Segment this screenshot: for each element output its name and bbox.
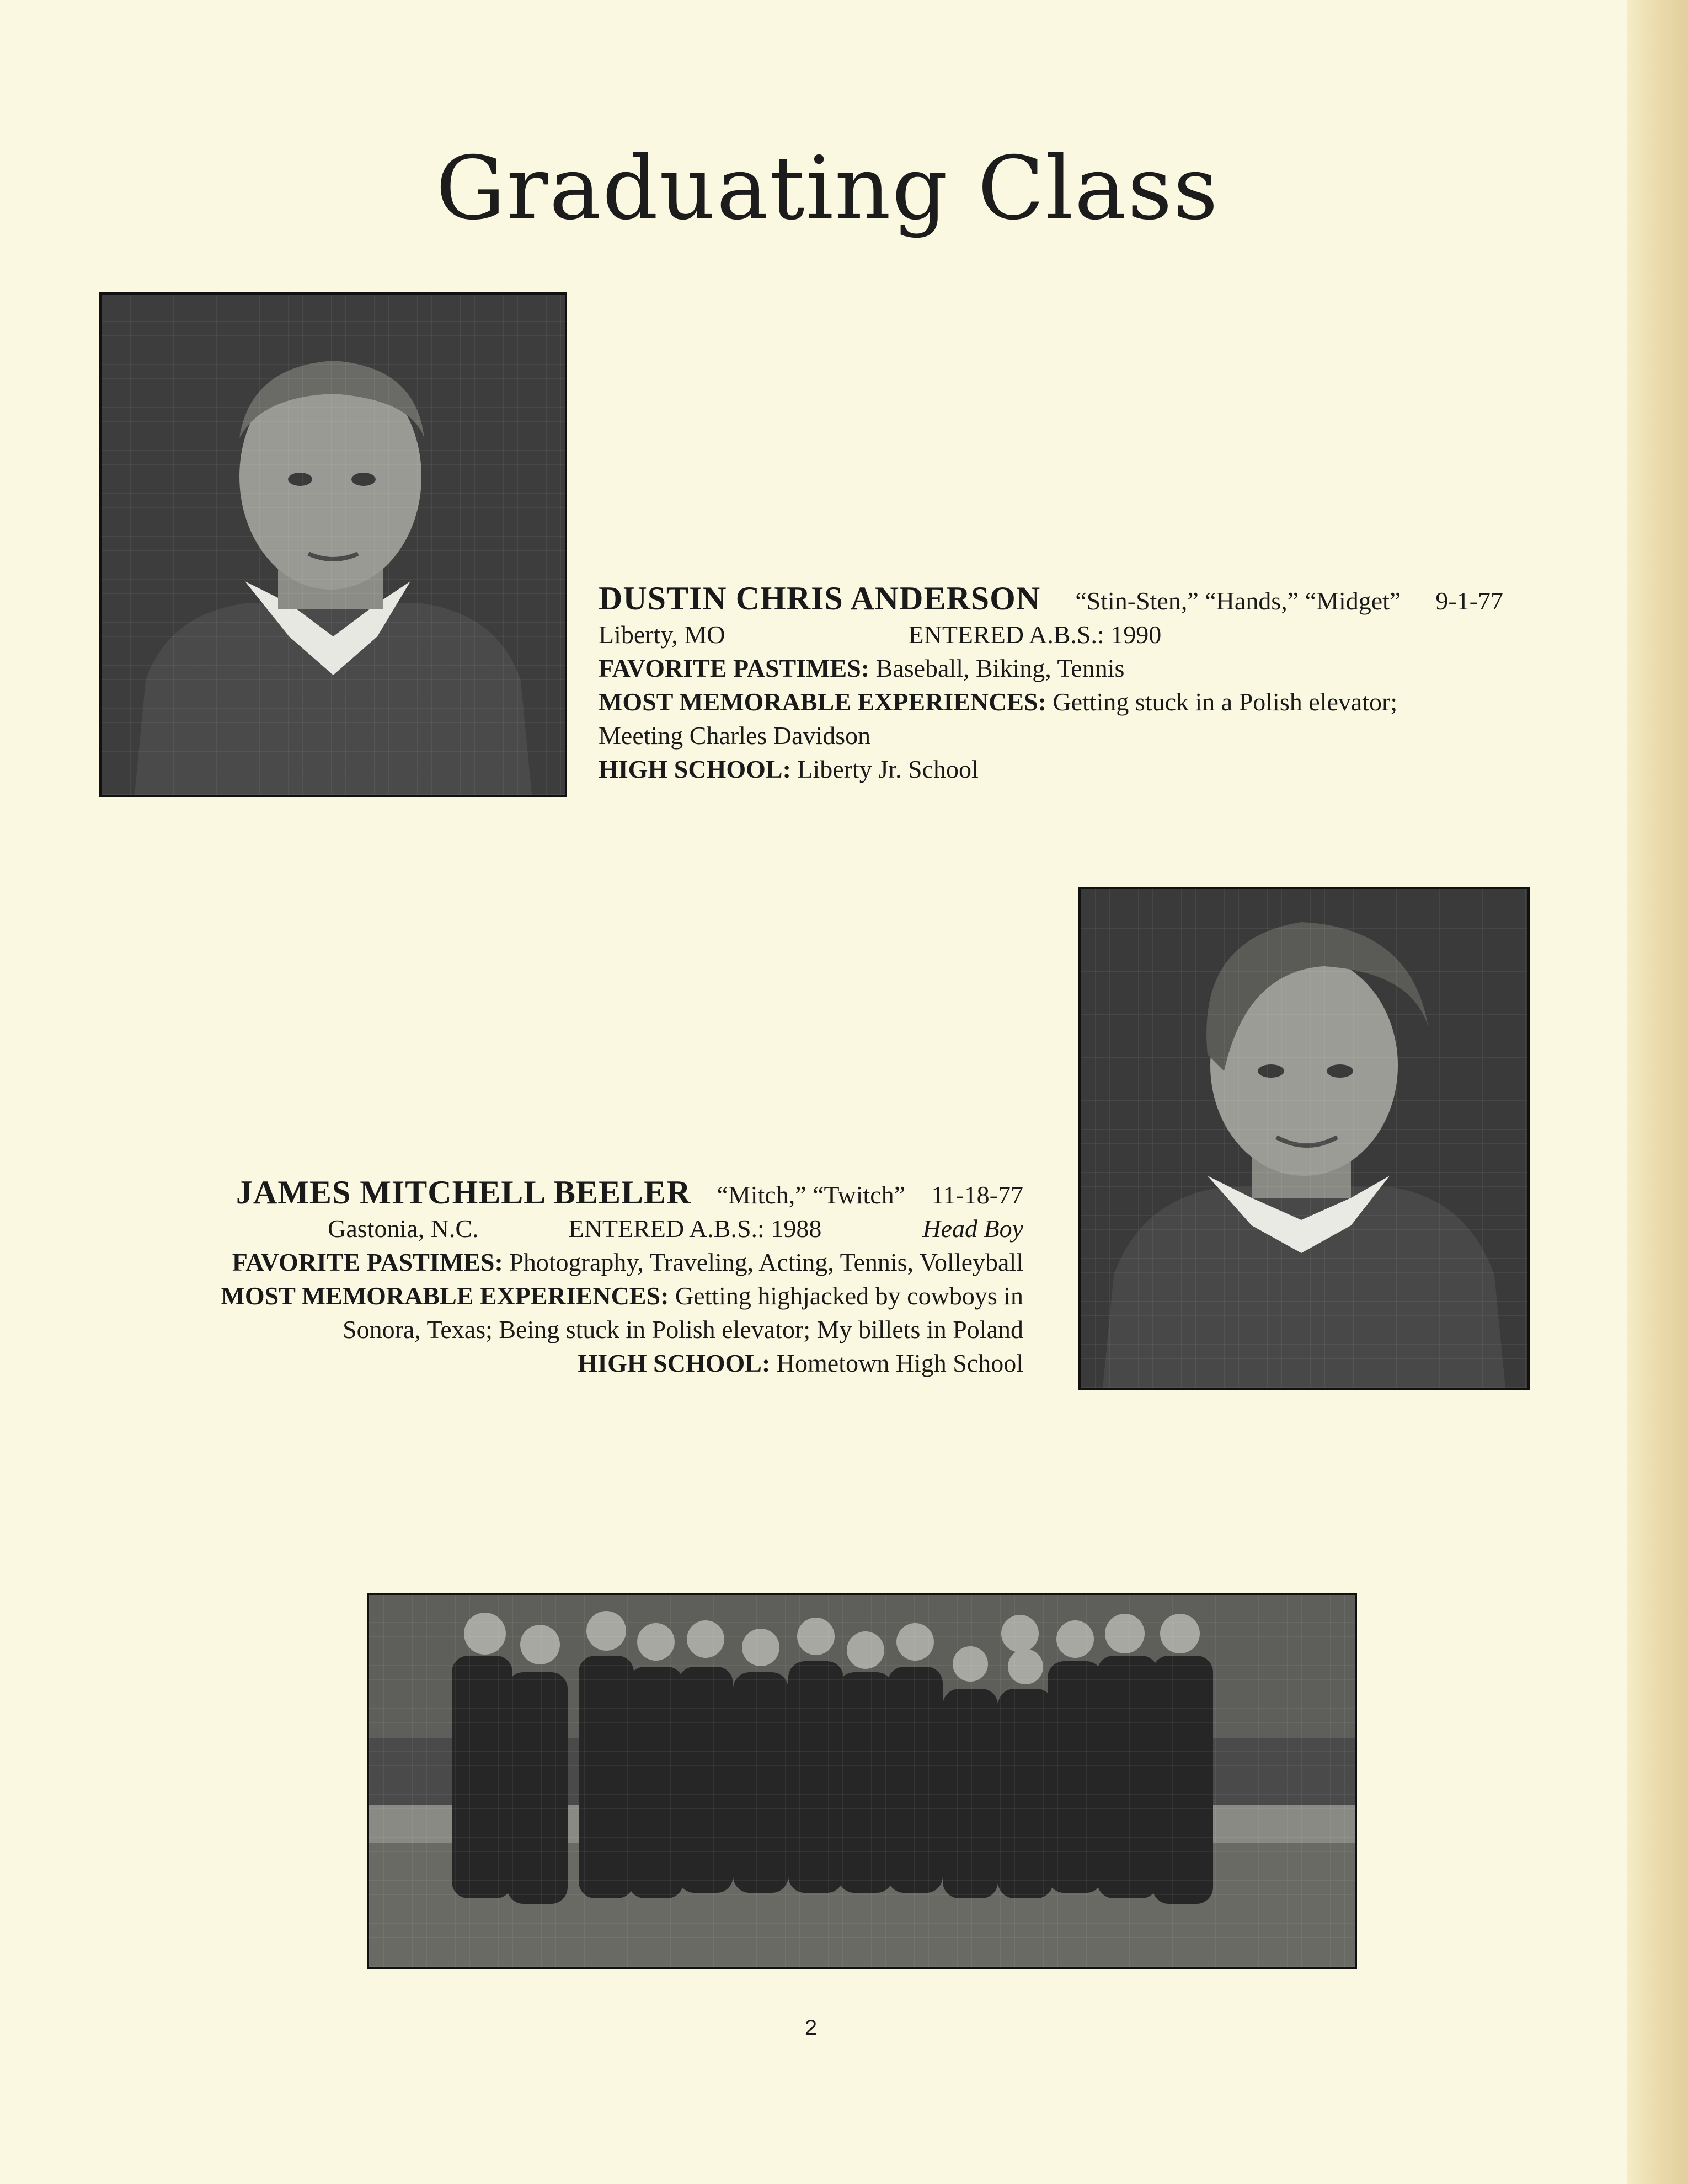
page-edge xyxy=(1627,0,1688,2184)
highschool-value: Hometown High School xyxy=(776,1349,1023,1377)
entered-label: ENTERED A.B.S.: xyxy=(908,620,1104,649)
name-line xyxy=(83,1176,1023,1212)
pastimes-label: FAVORITE PASTIMES: xyxy=(599,654,870,682)
experiences-label: MOST MEMORABLE EXPERIENCES: xyxy=(221,1282,669,1310)
student-bio-beeler xyxy=(83,1176,1023,1380)
experiences-value-1: Getting highjacked by cowboys in xyxy=(675,1282,1023,1310)
experiences-value-2: Meeting Charles Davidson xyxy=(599,721,871,750)
entered-year: 1988 xyxy=(771,1214,822,1243)
group-photo xyxy=(367,1593,1357,1969)
experiences-line-2 xyxy=(599,719,1503,752)
pastimes-line xyxy=(599,651,1503,685)
hometown-line xyxy=(83,1212,1023,1245)
highschool-line xyxy=(83,1346,1023,1380)
experiences-line xyxy=(83,1279,1023,1313)
pastimes-line xyxy=(83,1245,1023,1279)
student-birthdate: 9-1-77 xyxy=(1435,587,1503,615)
experiences-line xyxy=(599,685,1503,719)
pastimes-label: FAVORITE PASTIMES: xyxy=(232,1248,503,1276)
pastimes-value: Baseball, Biking, Tennis xyxy=(875,654,1125,682)
student-nicknames: “Mitch,” “Twitch” xyxy=(717,1181,906,1209)
student-name: DUSTIN CHRIS ANDERSON xyxy=(599,580,1041,617)
student-name: JAMES MITCHELL BEELER xyxy=(236,1174,691,1211)
experiences-value-2: Sonora, Texas; Being stuck in Polish elevator; My billets in Poland xyxy=(342,1315,1023,1343)
entered-label: ENTERED A.B.S.: xyxy=(568,1214,765,1243)
page-title: Graduating Class xyxy=(436,138,1219,239)
experiences-value-1: Getting stuck in a Polish elevator; xyxy=(1053,688,1398,716)
highschool-line xyxy=(599,752,1503,786)
highschool-value: Liberty Jr. School xyxy=(797,755,979,783)
highschool-label: HIGH SCHOOL: xyxy=(599,755,791,783)
portrait-photo-anderson xyxy=(99,292,567,797)
student-birthdate: 11-18-77 xyxy=(931,1181,1023,1209)
highschool-label: HIGH SCHOOL: xyxy=(578,1349,771,1377)
student-hometown: Gastonia, N.C. xyxy=(328,1214,479,1243)
pastimes-value: Photography, Traveling, Acting, Tennis, Volleyball xyxy=(509,1248,1023,1276)
page-number: 2 xyxy=(804,2016,818,2040)
portrait-photo-beeler xyxy=(1078,887,1530,1390)
student-nicknames: “Stin-Sten,” “Hands,” “Midget” xyxy=(1075,587,1401,615)
honor-title: Head Boy xyxy=(922,1214,1023,1243)
student-hometown: Liberty, MO xyxy=(599,620,725,649)
student-bio-anderson xyxy=(599,582,1503,786)
experiences-line-2 xyxy=(83,1313,1023,1346)
experiences-label: MOST MEMORABLE EXPERIENCES: xyxy=(599,688,1046,716)
name-line xyxy=(599,582,1503,618)
entered-year: 1990 xyxy=(1110,620,1162,649)
hometown-line xyxy=(599,618,1503,651)
